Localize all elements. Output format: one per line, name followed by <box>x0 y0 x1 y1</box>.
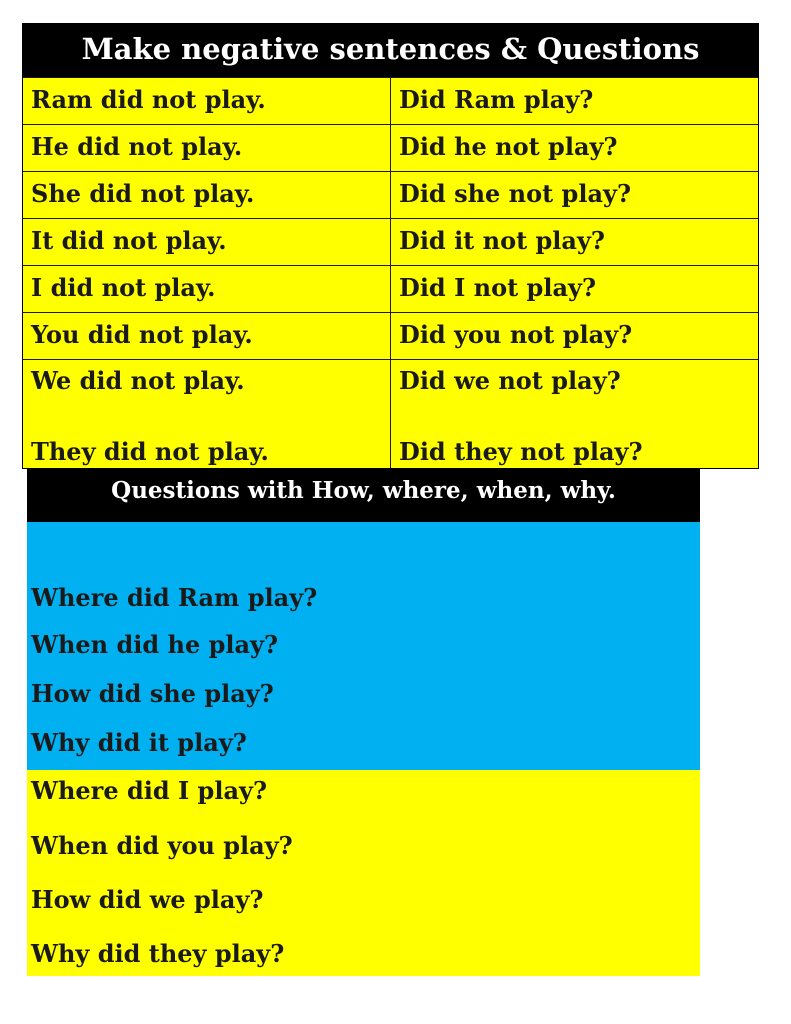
question-cell: Did Ram play? <box>399 85 594 114</box>
question-cell: Did it not play? <box>399 226 605 255</box>
negative-sentence-cell: She did not play. <box>23 172 391 218</box>
wh-questions-block <box>27 469 700 976</box>
question-cell: Did you not play? <box>399 320 633 349</box>
table-row <box>23 77 758 124</box>
table-row <box>23 312 758 359</box>
negative-sentence-cell: You did not play. <box>23 313 391 359</box>
wh-question-item: When did he play? <box>31 630 279 659</box>
wh-questions-title: Questions with How, where, when, why. <box>27 469 700 522</box>
wh-question-item: When did you play? <box>31 831 293 860</box>
wh-question-item: Where did Ram play? <box>31 583 318 612</box>
question-cell: Did I not play? <box>399 273 597 302</box>
negative-sentence-cell: Ram did not play. <box>23 78 391 124</box>
table-row <box>23 218 758 265</box>
yellow-question-group <box>27 770 700 976</box>
negative-sentence-cell: He did not play. <box>23 125 391 171</box>
negative-sentence-text: We did not play. <box>31 366 245 395</box>
question-cell: Did she not play? <box>399 179 632 208</box>
wh-question-item: Where did I play? <box>31 776 268 805</box>
table-title: Make negative sentences & Questions <box>23 24 758 77</box>
wh-question-item: How did we play? <box>31 885 264 914</box>
question-text: Did we not play? <box>399 366 621 395</box>
question-cell <box>391 360 758 468</box>
wh-question-item: How did she play? <box>31 679 274 708</box>
blue-question-group <box>27 522 700 770</box>
wh-question-item: Why did they play? <box>31 939 285 968</box>
negative-sentence-cell <box>23 360 391 468</box>
question-text: Did they not play? <box>399 437 643 466</box>
table-row <box>23 124 758 171</box>
negative-sentence-cell: I did not play. <box>23 266 391 312</box>
table-row <box>23 265 758 312</box>
negative-sentence-text: They did not play. <box>31 437 269 466</box>
question-cell: Did he not play? <box>399 132 618 161</box>
negative-sentence-cell: It did not play. <box>23 219 391 265</box>
table-row <box>23 171 758 218</box>
wh-question-item: Why did it play? <box>31 728 247 757</box>
negative-sentences-table <box>22 23 759 469</box>
table-row <box>23 359 758 468</box>
